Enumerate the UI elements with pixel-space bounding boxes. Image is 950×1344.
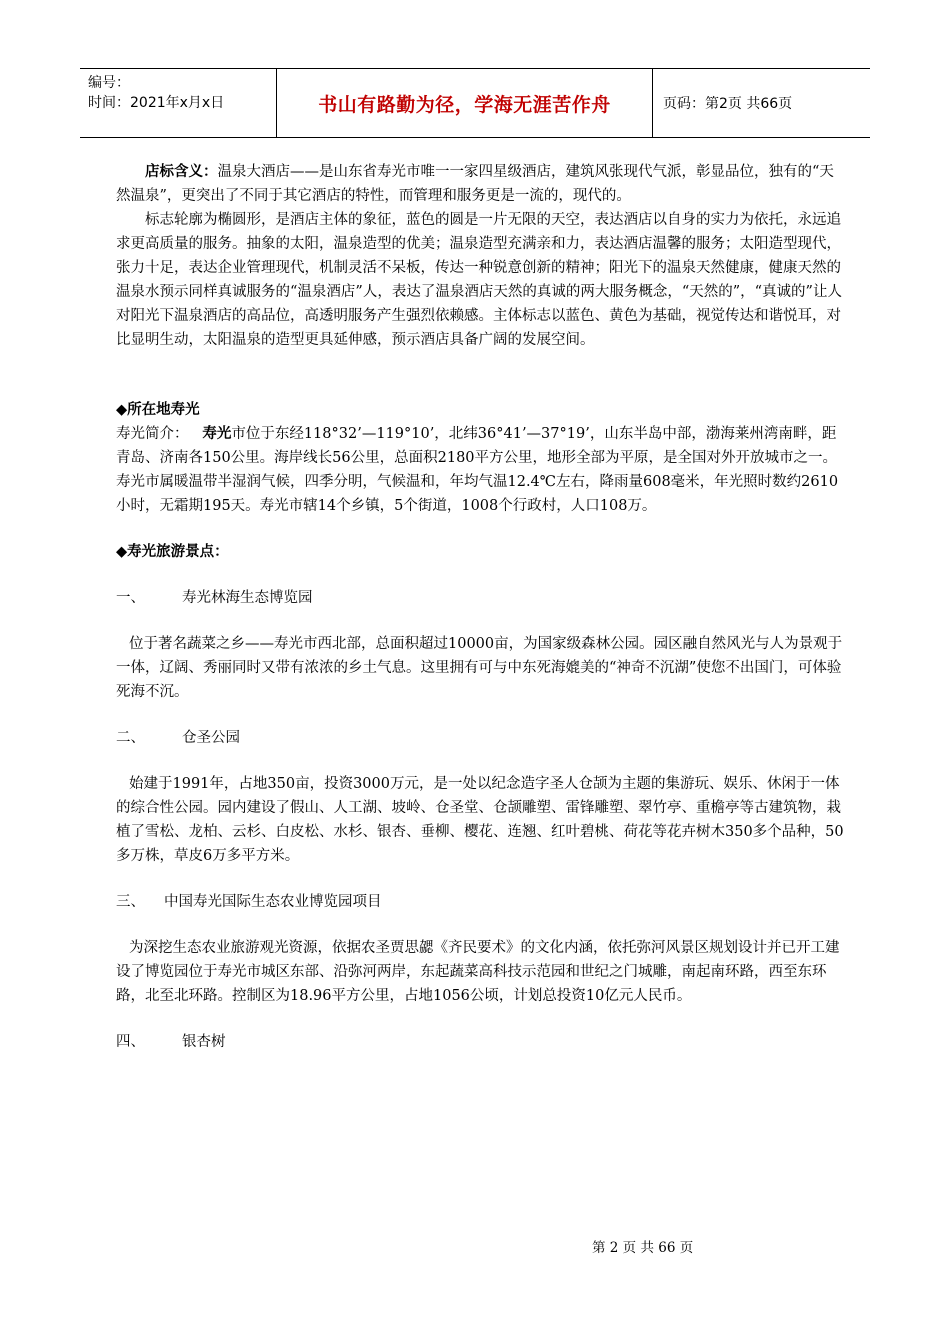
- logo-meaning-paragraph: [116, 160, 846, 208]
- location-city-name: 寿光: [202, 425, 232, 442]
- header-motto: 书山有路勤为径，学海无涯苦作舟: [277, 69, 653, 137]
- location-text: 市位于东经118°32’—119°10’，北纬36°41’—37°19’，山东半岛中部，渤海莱州湾南畔，距青岛、济南各150公里。海岸线长56公里，总面积2180平方公里，地形全部为平原，是全国对外开放城市之一。寿光市属暖温带半湿润气候，四季分明，气候温和，年均气温12.4℃左右，降雨量608毫米，年光照时数约2610小时，无霜期195天。寿光市辖14个乡镇，5个街道，1008个行政村，人口108万。: [116, 426, 839, 514]
- attraction-title: 一、 寿光林海生态博览园: [116, 590, 313, 606]
- attraction-title: 三、 中国寿光国际生态农业博览园项目: [116, 894, 382, 910]
- attraction-title: 四、 银杏树: [116, 1034, 226, 1050]
- page-footer: 第 2 页 共 66 页: [592, 1240, 694, 1256]
- location-intro-label: 寿光简介：: [116, 426, 189, 442]
- document-body: [116, 160, 846, 1054]
- header-page-info: 页码：第2页 共66页: [663, 96, 793, 112]
- attractions-heading: ◆寿光旅游景点：: [116, 543, 229, 560]
- location-heading: ◆所在地寿光: [116, 401, 200, 418]
- location-paragraph: [116, 422, 846, 518]
- number-label: 编号：: [88, 75, 130, 91]
- attraction-title: 二、 仓圣公园: [116, 730, 240, 746]
- attraction-description: 始建于1991年，占地350亩，投资3000万元，是一处以纪念造字圣人仓颉为主题的集游玩、娱乐、休闲于一体的综合性公园。园内建设了假山、人工湖、坡岭、仓圣堂、仓颉雕塑、雷锋雕塑、翠竹亭、重檐亭等古建筑物，栽植了雪松、龙柏、云杉、白皮松、水杉、银杏、垂柳、樱花、连翘、红叶碧桃、荷花等花卉树木350多个品种，50多万株，草皮6万多平方米。: [116, 776, 844, 864]
- attraction-description: 位于著名蔬菜之乡——寿光市西北部，总面积超过10000亩，为国家级森林公园。园区融自然风光与人为景观于一体，辽阔、秀丽同时又带有浓浓的乡土气息。这里拥有可与中东死海媲美的“神奇不沉湖”使您不出国门，可体验死海不沉。: [116, 636, 843, 700]
- logo-description-paragraph: 标志轮廓为椭圆形，是酒店主体的象征，蓝色的圆是一片无限的天空，表达酒店以自身的实力为依托，永远追求更高质量的服务。抽象的太阳，温泉造型的优美；温泉造型充满亲和力，表达酒店温馨的服务；太阳造型现代，张力十足，表达企业管理现代，机制灵活不呆板，传达一种锐意创新的精神；阳光下的温泉天然健康，健康天然的温泉水预示同样真诚服务的“温泉酒店”人，表达了温泉酒店天然的真诚的两大服务概念，“天然的”，“真诚的”让人对阳光下温泉酒店的高品位，高透明服务产生强烈依赖感。主体标志以蓝色、黄色为基础，视觉传达和谐悦耳，对比显明生动，太阳温泉的造型更具延伸感，预示酒店具备广阔的发展空间。: [116, 212, 842, 348]
- logo-meaning-label: 店标含义：: [145, 163, 218, 180]
- attraction-description: 为深挖生态农业旅游观光资源，依据农圣贾思勰《齐民要术》的文化内涵，依托弥河风景区规划设计并已开工建设了博览园位于寿光市城区东部、沿弥河两岸，东起蔬菜高科技示范园和世纪之门城雕，南起南环路，西至东环路，北至北环路。控制区为18.96平方公里，占地1056公顷，计划总投资10亿元人民币。: [116, 940, 840, 1004]
- header-meta: [80, 69, 277, 137]
- logo-meaning-text: 温泉大酒店——是山东省寿光市唯一一家四星级酒店，建筑风张现代气派，彰显品位，独有的“天然温泉”，更突出了不同于其它酒店的特性，而管理和服务更是一流的，现代的。: [116, 164, 834, 204]
- page-header: [80, 68, 870, 138]
- time-label: 时间：2021年x月x日: [88, 95, 225, 111]
